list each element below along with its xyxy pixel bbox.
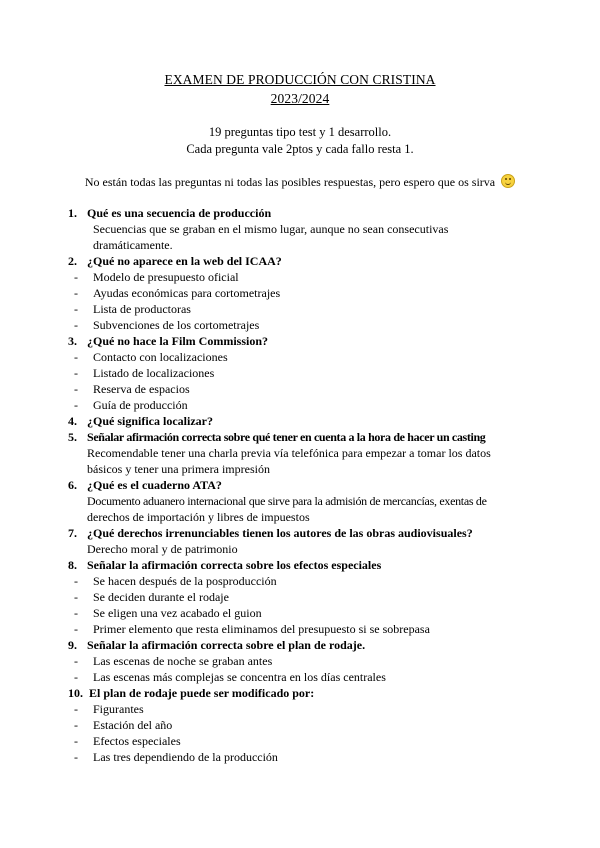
answer-text: Reserva de espacios (93, 382, 190, 396)
bullet-dash: - (74, 590, 78, 604)
question-text: ¿Qué no hace la Film Commission? (87, 334, 269, 348)
bullet-dash: - (74, 574, 78, 588)
answer-text: Primer elemento que resta eliminamos del presupuesto si se sobrepasa (93, 622, 430, 636)
question-number: 3. (68, 334, 77, 348)
answer-text: Las tres dependiendo de la producción (93, 750, 278, 764)
bullet-dash: - (74, 302, 78, 316)
answer-text: Estación del año (93, 718, 173, 732)
bullet-dash: - (74, 366, 78, 380)
question-text: ¿Qué derechos irrenunciables tienen los autores de las obras audiovisuales? (87, 526, 473, 540)
question-text: Señalar afirmación correcta sobre qué tener en cuenta a la hora de hacer un casting (87, 430, 486, 444)
question-number: 4. (68, 414, 77, 428)
bullet-dash: - (74, 318, 78, 332)
answer-text: dramáticamente. (93, 238, 173, 252)
bullet-dash: - (74, 750, 78, 764)
question-number: 1. (68, 206, 77, 220)
document-year: 2023/2024 (270, 91, 330, 106)
intro-line-1: 19 preguntas tipo test y 1 desarrollo. (208, 125, 392, 139)
answer-text: básicos y tener una primera impresión (87, 462, 270, 476)
answer-text: derechos de importación y libres de impuestos (87, 510, 310, 524)
answer-text: Figurantes (93, 702, 144, 716)
question-number: 9. (68, 638, 77, 652)
bullet-dash: - (74, 286, 78, 300)
question-number: 7. (68, 526, 77, 540)
answer-text: Subvenciones de los cortometrajes (93, 318, 260, 332)
bullet-dash: - (74, 270, 78, 284)
answer-text: Listado de localizaciones (93, 366, 215, 380)
question-text: Qué es una secuencia de producción (87, 206, 272, 220)
answer-text: Ayudas económicas para cortometrajes (93, 286, 281, 300)
question-text: ¿Qué significa localizar? (87, 414, 213, 428)
bullet-dash: - (74, 670, 78, 684)
answer-text: Se deciden durante el rodaje (93, 590, 229, 604)
answer-text: Modelo de presupuesto oficial (93, 270, 239, 284)
answer-text: Secuencias que se graban en el mismo lugar, aunque no sean consecutivas (93, 222, 449, 236)
bullet-dash: - (74, 606, 78, 620)
answer-text: Se hacen después de la posproducción (93, 574, 277, 588)
bullet-dash: - (74, 382, 78, 396)
bullet-dash: - (74, 622, 78, 636)
intro-note-text: No están todas las preguntas ni todas las posibles respuestas, pero espero que os sirva (84, 175, 496, 189)
bullet-dash: - (74, 398, 78, 412)
bullet-dash: - (74, 350, 78, 364)
bullet-dash: - (74, 734, 78, 748)
document-title: EXAMEN DE PRODUCCIÓN CON CRISTINA (164, 72, 436, 87)
bullet-dash: - (74, 654, 78, 668)
question-text: Señalar la afirmación correcta sobre los efectos especiales (87, 558, 382, 572)
question-text: ¿Qué no aparece en la web del ICAA? (87, 254, 282, 268)
answer-text: Las escenas más complejas se concentra en los días centrales (93, 670, 386, 684)
smiling-face-icon (501, 174, 515, 188)
answer-text: Recomendable tener una charla previa vía telefónica para empezar a tomar los datos (87, 446, 491, 460)
question-number: 10. (68, 686, 83, 700)
question-text: ¿Qué es el cuaderno ATA? (87, 478, 222, 492)
answer-text: Derecho moral y de patrimonio (87, 542, 238, 556)
question-number: 2. (68, 254, 77, 268)
question-number: 5. (68, 430, 77, 444)
question-text: El plan de rodaje puede ser modificado por: (89, 686, 315, 700)
intro-line-2: Cada pregunta vale 2ptos y cada fallo resta 1. (186, 142, 414, 156)
answer-text: Guía de producción (93, 398, 188, 412)
bullet-dash: - (74, 702, 78, 716)
answer-text: Contacto con localizaciones (93, 350, 228, 364)
answer-text: Efectos especiales (93, 734, 181, 748)
intro-note (0, 174, 600, 190)
question-text: Señalar la afirmación correcta sobre el plan de rodaje. (87, 638, 366, 652)
answer-text: Documento aduanero internacional que sirve para la admisión de mercancías, exentas de (87, 494, 487, 508)
answer-text: Se eligen una vez acabado el guion (93, 606, 262, 620)
question-number: 8. (68, 558, 77, 572)
bullet-dash: - (74, 718, 78, 732)
question-number: 6. (68, 478, 77, 492)
answer-text: Las escenas de noche se graban antes (93, 654, 273, 668)
answer-text: Lista de productoras (93, 302, 191, 316)
